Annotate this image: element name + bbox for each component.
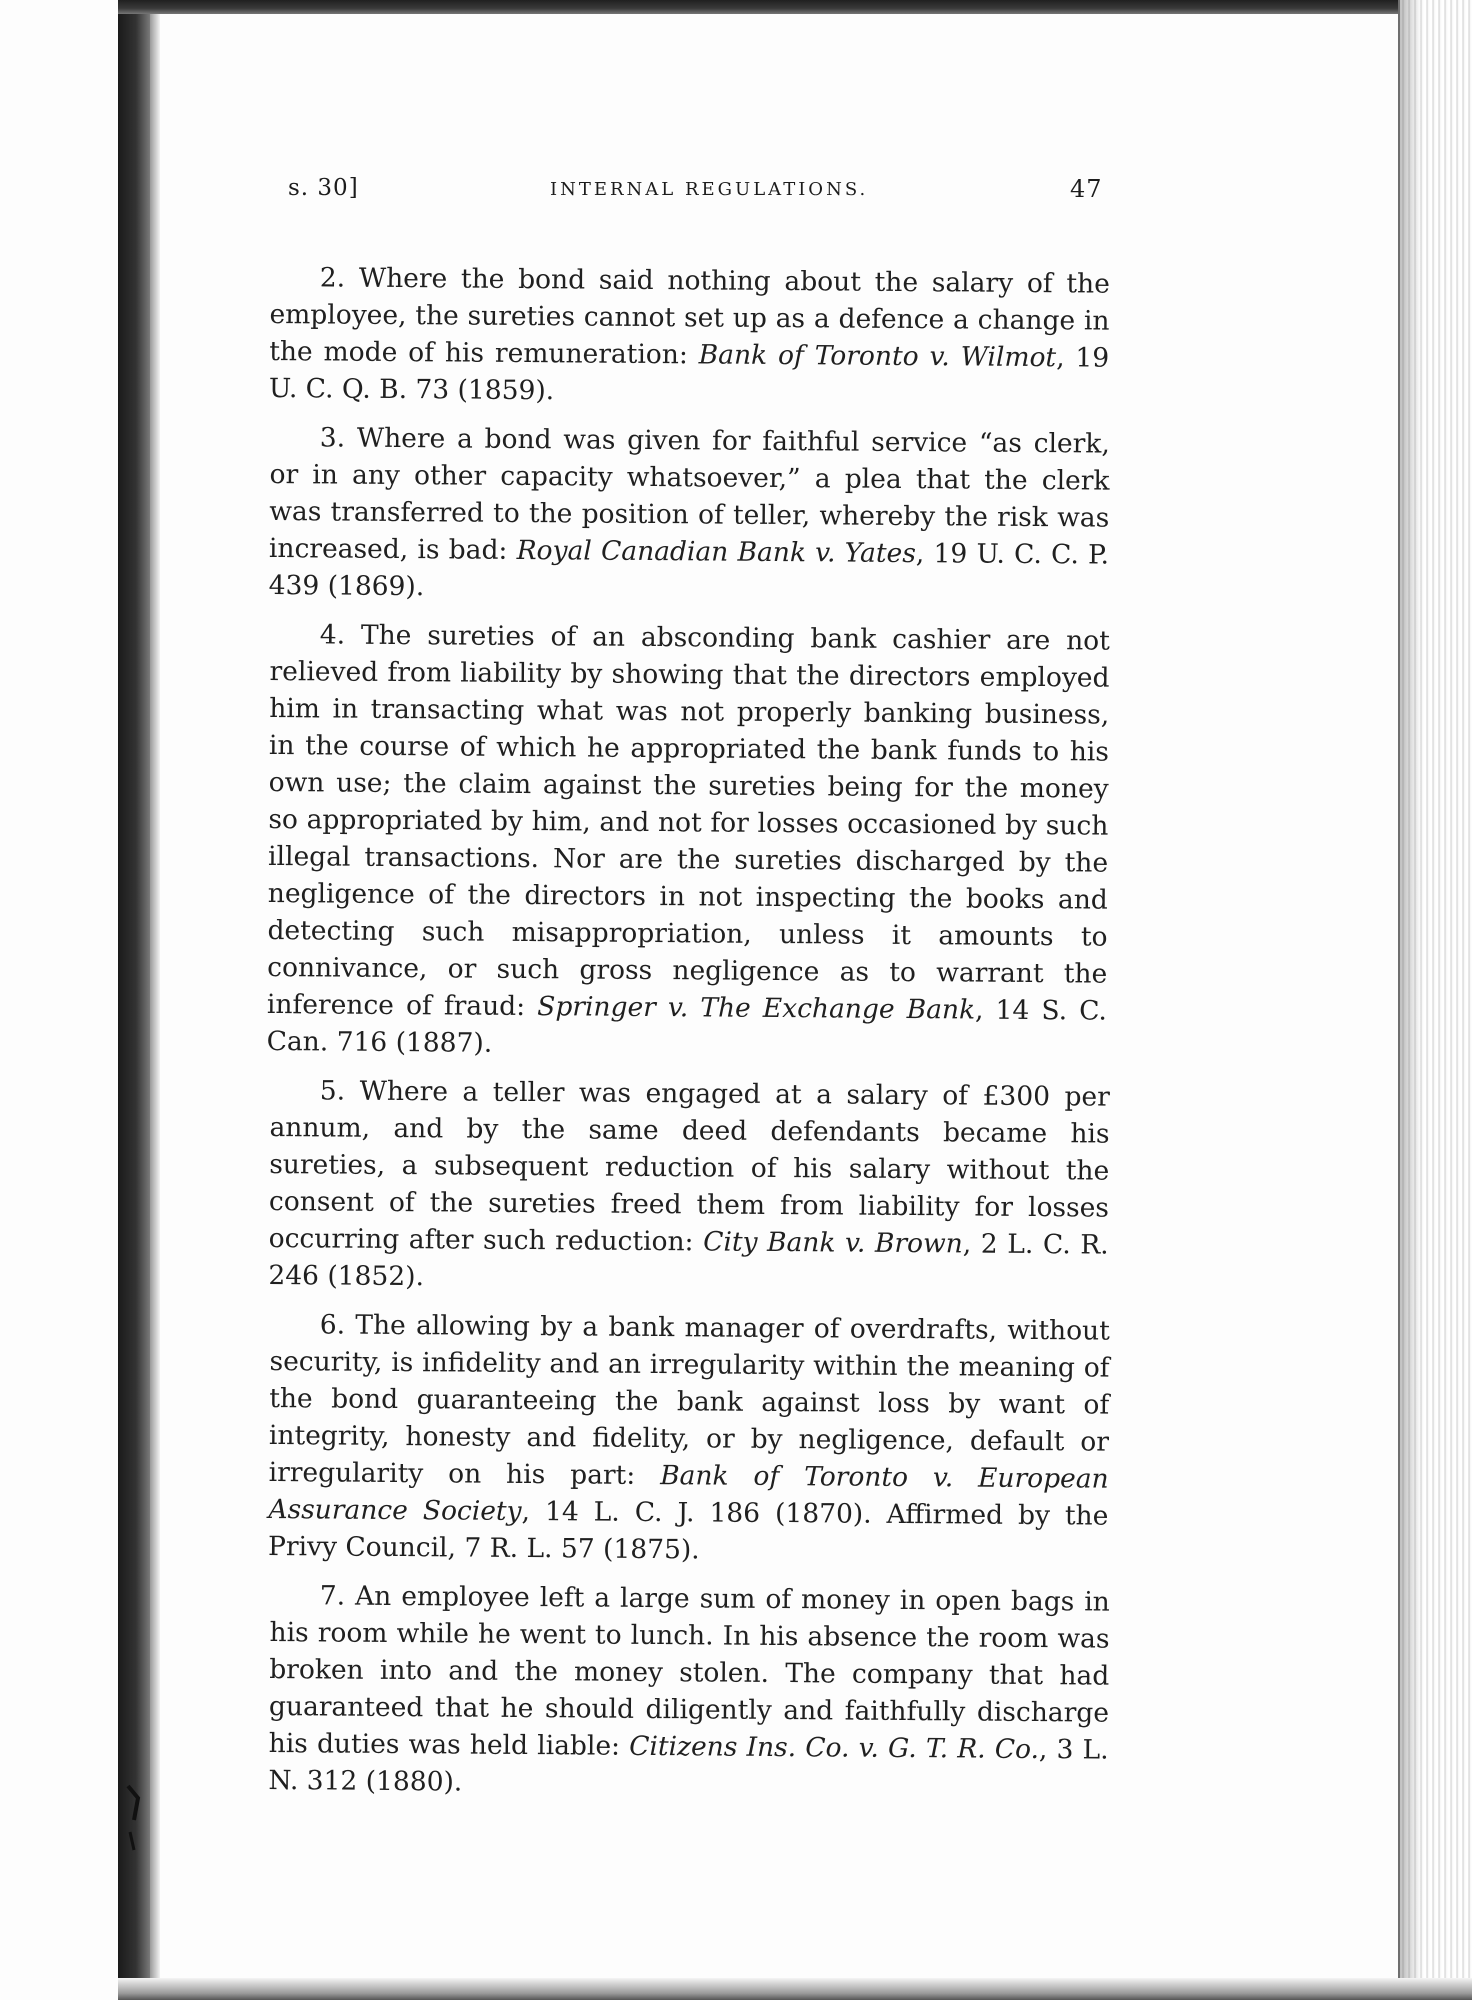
paragraph-text: 6. The allowing by a bank manager of overdrafts, without security, is infidelity and an irregularity within the meaning of the bond guaranteeing the bank against loss by want of integrity, honesty and fidelity, or by negligence, default or irregularity on his part: xyxy=(268,1309,1110,1492)
citation-reference: , 3 L. N. 312 (1880). xyxy=(268,1734,1109,1798)
case-citation: Citizens Ins. Co. v. G. T. R. Co. xyxy=(629,1730,1040,1766)
gutter-highlight xyxy=(150,0,160,2000)
case-citation: Bank of Toronto v. Wilmot xyxy=(698,339,1057,374)
paragraph-7 xyxy=(268,1577,1110,1806)
paragraph-text: 3. Where a bond was given for faithful service “as clerk, or in any other capacity whatsoever,” a plea that the clerk was transferred to the position of teller, whereby the risk was increased, is bad: xyxy=(268,422,1110,566)
page-edges-shadow xyxy=(1398,0,1422,2000)
page-body xyxy=(266,219,1110,1799)
paragraph-6 xyxy=(268,1306,1110,1572)
case-citation: Royal Canadian Bank v. Yates xyxy=(516,534,916,570)
paragraph-2 xyxy=(269,259,1110,414)
case-citation: Springer v. The Exchange Bank xyxy=(537,991,976,1026)
citation-reference: , 2 L. C. R. 246 (1852). xyxy=(268,1228,1109,1293)
paragraph-5 xyxy=(268,1072,1110,1301)
bottom-scan-edge xyxy=(118,1978,1472,2000)
book-page xyxy=(266,175,1110,1811)
top-scan-edge xyxy=(118,0,1472,14)
paragraph-text: 4. The sureties of an absconding bank cashier are not relieved from liability by showing that the directors employed him in transacting what was not properly banking business, in the course of which he appropriated the bank funds to his own use; the claim against the sureties being for the money so appropriated by him, and not for losses occasioned by such illegal transactions. Nor are the sureties discharged by the negligence of the directors in not inspecting the books and detecting such misappropriation, unless it amounts to connivance, or such gross negligence as to warrant the inference of fraud: xyxy=(266,619,1110,1023)
paragraph-4 xyxy=(267,616,1110,1067)
paragraph-text: 2. Where the bond said nothing about the salary of the employee, the sureties cannot set up as a defence a change in the mode of his remuneration: xyxy=(269,262,1110,371)
running-head-title: INTERNAL REGULATIONS. xyxy=(550,179,869,200)
paragraph-text: 5. Where a teller was engaged at a salary of £300 per annum, and by the same deed defendants became his sureties, a subsequent reduction of his salary without the consent of the sureties freed them from liability for losses occurring after such reduction: xyxy=(268,1075,1110,1258)
case-citation: City Bank v. Brown xyxy=(703,1226,963,1260)
citation-reference: , 14 L. C. J. 186 (1870). Affirmed by the Privy Council, 7 R. L. 57 (1875). xyxy=(267,1495,1109,1566)
running-head xyxy=(270,175,1110,219)
page-number: 47 xyxy=(1070,175,1103,203)
citation-reference: , 19 U. C. C. P. 439 (1869). xyxy=(268,538,1110,603)
paragraph-3 xyxy=(269,419,1110,611)
paragraph-text: 7. An employee left a large sum of money in open bags in his room while he went to lunch. In his absence the room was broken into and the money stolen. The company that had guaranteed that he should diligently and faithfully discharge his duties was held liable: xyxy=(268,1580,1110,1762)
citation-reference: , 19 U. C. Q. B. 73 (1859). xyxy=(268,342,1110,407)
margin-marks xyxy=(124,1780,144,1870)
case-citation: Bank of Toronto v. European Assurance Society xyxy=(268,1460,1109,1527)
section-reference: s. 30] xyxy=(288,175,359,201)
citation-reference: , 14 S. C. Can. 716 (1887). xyxy=(266,994,1108,1059)
